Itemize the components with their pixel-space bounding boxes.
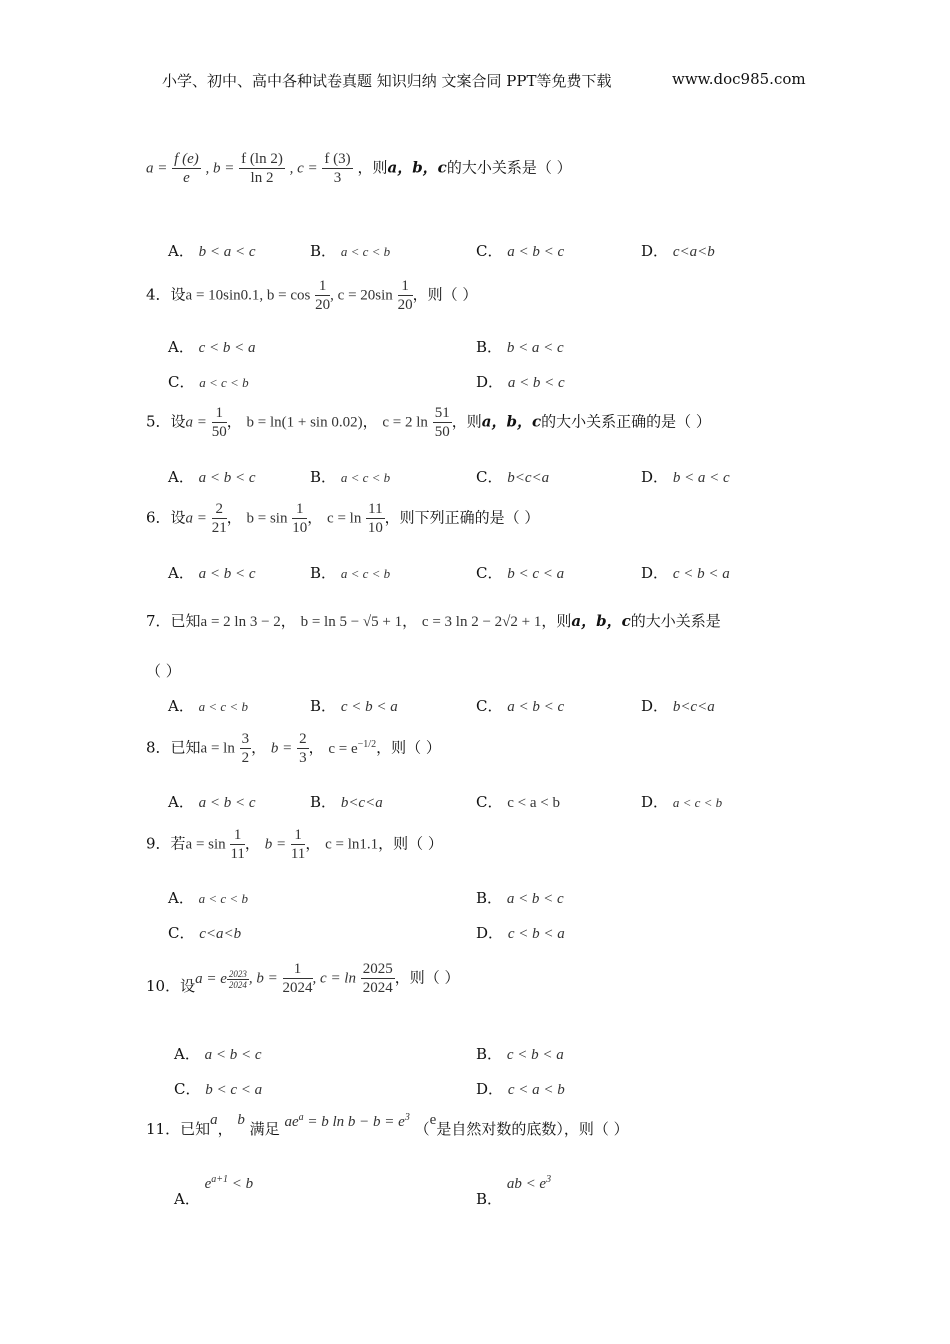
q6-option-b: B． a < c < b xyxy=(310,564,391,582)
q10-option-c: C． b < c < a xyxy=(174,1080,263,1098)
q10-stem: 10．设a = e $\frac{2023}{2024}$ , b = $\frac{1}{2024}$ , c = ln $\frac{2025}{2024}$ ，则（ ） xyxy=(146,961,460,996)
q7-option-d: D． b<c<a xyxy=(641,697,715,715)
q9-option-c: C． c<a<b xyxy=(168,924,242,942)
header-left: 小学、初中、高中各种试卷真题 知识归纳 文案合同 PPT等免费下载 xyxy=(162,72,612,90)
q9-option-b: B． a < b < c xyxy=(476,889,564,907)
q8-option-b: B． b<c<a xyxy=(310,793,383,811)
q6-option-c: C． b < c < a xyxy=(476,564,565,582)
q8-stem: 8．已知a = ln $\frac{3}{2}$ ， b = $\frac{2}{3}$ ， $c = e^{-1/2}$，则（ ） xyxy=(146,731,441,766)
q3-b-eq: , b = xyxy=(205,160,235,177)
q7-option-c: C． a < b < c xyxy=(476,697,565,715)
q8-option-c: C． c < a < b xyxy=(476,793,560,811)
q3-stem: a = $\frac{f (e)}{e}$ , b = $\frac{f (\ln 2)}{\ln 2}$ , c = $\frac{f (3)}{3}$ ，则a，b，c的大小关系是（ ） xyxy=(146,151,572,186)
q4-option-c: C． a < c < b xyxy=(168,373,249,391)
q7-paren: （ ） xyxy=(146,662,181,680)
q4-stem: 4．设a = 10sin0.1, b = cos $\frac{1}{20}$ , c = 20sin $\frac{1}{20}$ ，则（ ） xyxy=(146,278,478,313)
q7-option-b: B． c < b < a xyxy=(310,697,398,715)
q5-option-b: B． a < c < b xyxy=(310,468,391,486)
q3-a-eq: a = xyxy=(146,160,168,177)
q3-c-eq: , c = xyxy=(289,160,318,177)
q3-option-c: C． a < b < c xyxy=(476,242,565,260)
q11-stem: 11．已知a， b 满足 $ae^a = b$ $\ln b - b = e^3$ （e是自然对数的底数），则（ ） xyxy=(146,1112,629,1138)
q4-option-d: D． a < b < c xyxy=(476,373,565,391)
q5-stem: 5．设a = $\frac{1}{50}$ ， b = ln(1 + sin 0.02)， c = 2 ln $\frac{51}{50}$ ，则a，b，c的大小关系正确的是（ ） xyxy=(146,405,711,440)
q11-option-b: B． ab < $e^3$ xyxy=(476,1174,552,1208)
q6-stem: 6．设a = $\frac{2}{21}$ ， b = sin $\frac{1}{10}$ ， c = ln $\frac{11}{10}$ ，则下列正确的是（ ） xyxy=(146,501,540,536)
q8-option-a: A． a < b < c xyxy=(168,793,256,811)
q6-option-a: A． a < b < c xyxy=(168,564,256,582)
header-right: www.doc985.com xyxy=(672,70,806,88)
q7-stem: 7．已知a = 2 ln 3 − 2， b = ln 5 − √5 + 1， c = 3 ln 2 − 2√2 + 1，则a，b，c的大小关系是 xyxy=(146,612,721,630)
q4-option-a: A． c < b < a xyxy=(168,338,256,356)
q5-option-d: D． b < a < c xyxy=(641,468,730,486)
q3-b-frac: $\frac{f (\ln 2)}{\ln 2}$ xyxy=(241,151,283,186)
q3-c-frac: $\frac{f (3)}{3}$ xyxy=(324,151,351,186)
q10-option-d: D． c < a < b xyxy=(476,1080,565,1098)
q10-option-b: B． c < b < a xyxy=(476,1045,564,1063)
q9-option-a: A． a < c < b xyxy=(168,889,248,907)
q5-option-c: C． b<c<a xyxy=(476,468,550,486)
q5-option-a: A． a < b < c xyxy=(168,468,256,486)
q8-option-d: D． a < c < b xyxy=(641,793,723,811)
q9-stem: 9．若a = sin $\frac{1}{11}$ ， b = $\frac{1}{11}$ ， c = ln1.1，则（ ） xyxy=(146,827,443,862)
q6-option-d: D． c < b < a xyxy=(641,564,730,582)
q9-option-d: D． c < b < a xyxy=(476,924,565,942)
q7-option-a: A． a < c < b xyxy=(168,697,248,715)
q3-option-b: B． a < c < b xyxy=(310,242,391,260)
q3-option-d: D． c<a<b xyxy=(641,242,715,260)
q10-option-a: A． a < b < c xyxy=(174,1045,262,1063)
q11-option-a: A． $e^{a+1} < b$ xyxy=(174,1174,254,1208)
q4-option-b: B． b < a < c xyxy=(476,338,564,356)
q3-a-frac: $\frac{f (e)}{e}$ xyxy=(174,151,199,186)
q3-option-a: A． b < a < c xyxy=(168,242,256,260)
